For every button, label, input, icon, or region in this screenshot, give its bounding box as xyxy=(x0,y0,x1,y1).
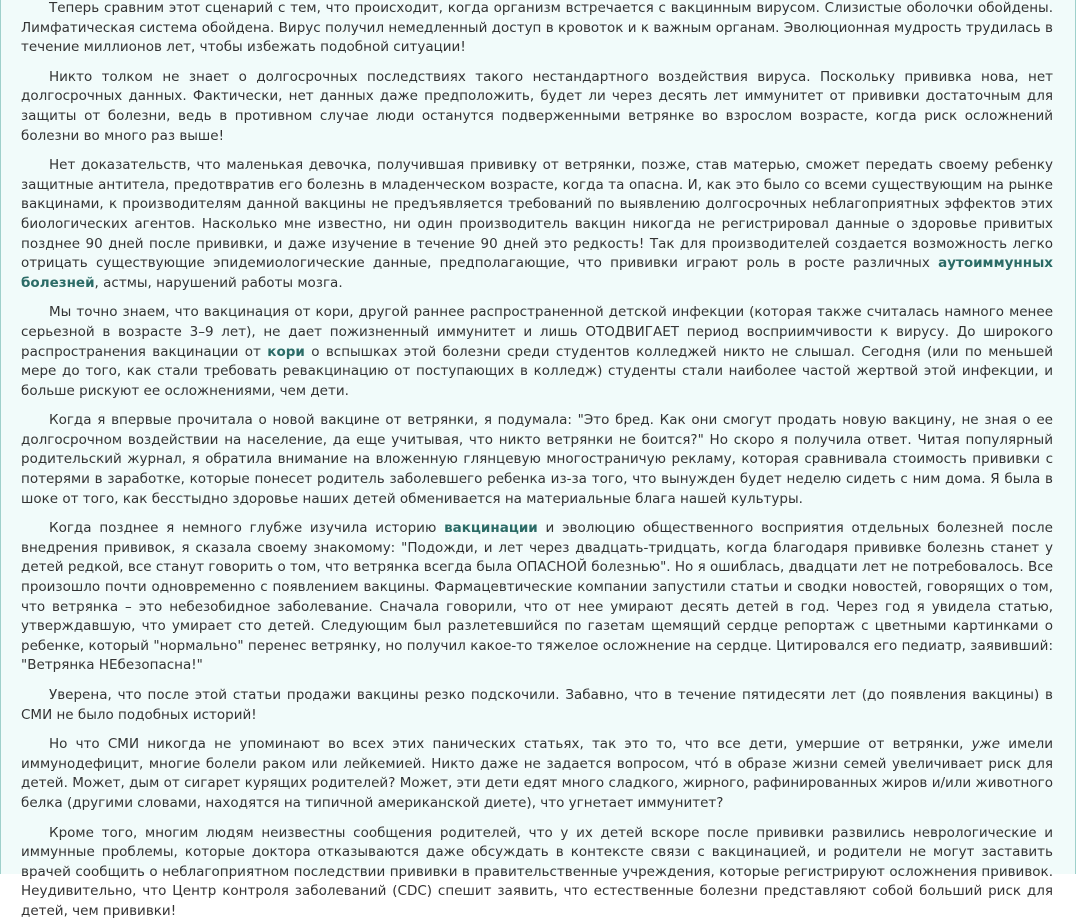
article-paragraph xyxy=(21,68,1053,146)
article-paragraph xyxy=(21,735,1053,813)
paragraph-text: Мы точно знаем, что вакцинация от кори, другой раннее распространенной детской инфекции (которая также считалась намного менее серьезной в возрасте 3–9 лет), не дает пожизненный иммунитет и лишь ОТОДВИГАЕТ период восприимчивости к вирусу. До широкого распространения вакцинации от xyxy=(21,304,1053,360)
paragraph-text: и эволюцию общественного восприятия отдельных болезней после внедрения прививок, я сказала своему знакомому: "Подожди, и лет через двадцать-тридцать, когда благодаря прививке болезнь станет у детей редкой, все станут говорить о том, что ветрянка всегда была ОПАСНОЙ болезнью". Но я ошиблась, двадцати лет не потребовалось. Все произошло почти одновременно с появлением вакцины. Фармацевтические компании запустили статьи и сводки новостей, говорящих о том, что ветрянка – это небезобидное заболевание. Сначала говорили, что от нее умирают десять детей в год. Через год я увидела статью, утверждавшую, что умирает сто детей. Следующим был разлетевшийся по газетам щемящий сердце репортаж с цветными картинками о ребенке, который "нормально" перенес ветрянку, но получил какое-то тяжелое осложнение на сердце. Цитировался его педиатр, заявивший: "Ветрянка НЕбезопасна!" xyxy=(21,520,1053,674)
keyword-link[interactable]: аутоиммунных болезней xyxy=(21,255,1053,291)
article-paragraph xyxy=(21,411,1053,509)
paragraph-text: Никто толком не знает о долгосрочных последствиях такого нестандартного воздействия вируса. Поскольку прививка нова, нет долгосрочных данных. Фактически, нет данных даже предположить, будет ли через десять лет иммунитет от прививки достаточным для защиты от болезни, ведь в противном случае люди останутся подверженными ветрянке во взрослом возрасте, когда риск осложнений болезни во много раз выше! xyxy=(21,68,1053,144)
paragraph-text: Теперь сравним этот сценарий с тем, что происходит, когда организм встречается с вакцинным вирусом. Слизистые оболочки обойдены. Лимфатическая система обойдена. Вирус получил немедленный доступ в кровоток и к важным органам. Эволюционная мудрость трудилась в течение миллионов лет, чтобы избежать подобной ситуации! xyxy=(21,0,1053,56)
article-paragraph xyxy=(21,824,1053,922)
keyword-link[interactable]: кори xyxy=(267,343,305,360)
article-paragraph xyxy=(21,519,1053,676)
paragraph-text: имели иммунодефицит, многие болели раком или лейкемией. Никто даже не задается вопросом, что́ в образе жизни семей увеличивает риск для детей. Может, дым от сигарет курящих родителей? Может, эти дети едят много сладкого, жирного, рафинированных жиров и/или животного белка (другими словами, находятся на типичной американской диете), что угнетает иммунитет? xyxy=(21,736,1053,811)
article-paragraph xyxy=(21,686,1053,725)
emphasized-text: уже xyxy=(971,736,1001,753)
paragraph-text: Нет доказательств, что маленькая девочка, получившая прививку от ветрянки, позже, став матерью, сможет передать своему ребенку защитные антитела, предотвратив его болезнь в младенческом возрасте, когда та опасна. И, как это было со всеми существующим на рынке вакцинами, к производителям данной вакцины не предъявляется требований по выявлению долгосрочных неблагоприятных эффектов этих биологических агентов. Насколько мне известно, ни один производитель вакцин никогда не регистрировал данные о здоровье привитых позднее 90 дней после прививки, и даже изучение в течение 90 дней это редкость! Так для производителей создается возможность легко отрицать существующие эпидемиологические данные, предполагающие, что прививки играют роль в росте различных xyxy=(21,157,1053,272)
paragraph-text: о вспышках этой болезни среди студентов колледжей никто не слышал. Сегодня (или по меньшей мере до того, как стали требовать ревакцинацию от поступающих в колледж) студенты стали наиболее частой жертвой этой инфекции, и больше рискуют ее осложнениями, чем дети. xyxy=(21,343,1053,399)
keyword-link[interactable]: вакцинации xyxy=(444,520,538,537)
paragraph-text: Но что СМИ никогда не упоминают во всех этих панических статьях, так это то, что все дети, умершие от ветрянки, xyxy=(49,736,972,753)
paragraph-text: Когда позднее я немного глубже изучила историю xyxy=(49,520,445,537)
article-paragraph xyxy=(21,303,1053,401)
paragraph-text: Уверена, что после этой статьи продажи вакцины резко подскочили. Забавно, что в течение пятидесяти лет (до появления вакцины) в СМИ не было подобных историй! xyxy=(21,687,1053,723)
paragraph-text: Когда я впервые прочитала о новой вакцине от ветрянки, я подумала: "Это бред. Как они смогут продать новую вакцину, не зная о ее долгосрочном воздействии на население, да еще учитывая, что никто ветрянки не боится?" Но скоро я получила ответ. Читая популярный родительский журнал, я обратила внимание на вложенную глянцевую многостраничую рекламу, которая сравнивала стоимость прививки с потерями в заработке, которые понесет родитель заболевшего ребенка из-за того, что вынужден будет неделю сидеть с ним дома. Я была в шоке от того, как бесстыдно здоровье наших детей обменивается на материальные блага нашей культуры. xyxy=(21,412,1053,507)
paragraph-text: Кроме того, многим людям неизвестны сообщения родителей, что у их детей вскоре после прививки развились неврологические и иммунные проблемы, которые доктора отказываются даже обсуждать в контексте связи с вакцинацией, и родители не могут заставить врачей сообщить о неблагоприятном последствии прививки в правительственные учреждения, которые регистрируют осложнения прививок. Неудивительно, что Центр контроля заболеваний (CDC) спешит заявить, что естественные болезни представляют собой больший риск для детей, чем прививки! xyxy=(21,824,1053,919)
article-paragraph xyxy=(21,156,1053,293)
article-body xyxy=(1,0,1075,922)
paragraph-text: , астмы, нарушений работы мозга. xyxy=(94,274,343,291)
article-paragraph xyxy=(21,0,1053,58)
